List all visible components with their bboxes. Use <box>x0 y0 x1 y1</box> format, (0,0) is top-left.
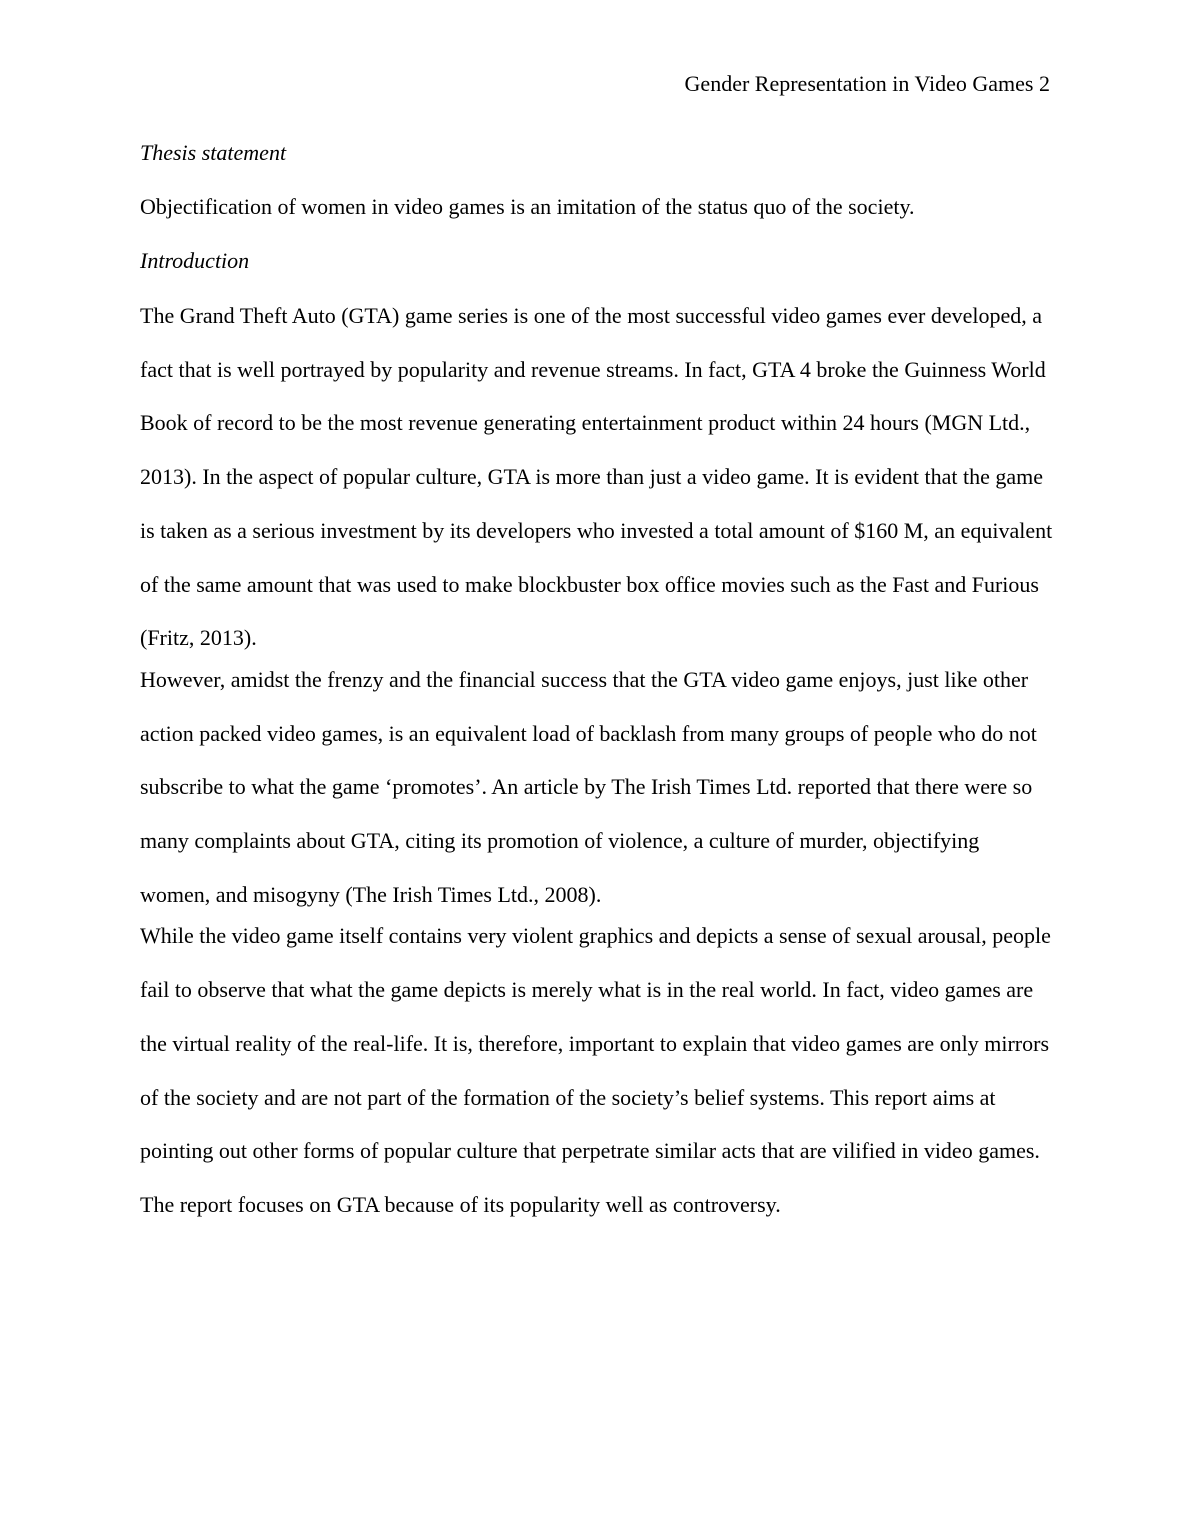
document-body <box>140 139 1055 1232</box>
intro-paragraph-3: While the video game itself contains very violent graphics and depicts a sense of sexual arousal, people fail to observe that what the game depicts is merely what is in the real world. In fact, video games are the virtual reality of the real-life. It is, therefore, important to explain that video games are only mirrors of the society and are not part of the formation of the society’s belief systems. This report aims at pointing out other forms of popular culture that perpetrate similar acts that are vilified in video games. The report focuses on GTA because of its popularity well as controversy. <box>140 923 1051 1217</box>
intro-paragraph-1: The Grand Theft Auto (GTA) game series is one of the most successful video games ever developed, a fact that is well portrayed by popularity and revenue streams. In fact, GTA 4 broke the Guinness World Book of record to be the most revenue generating entertainment product within 24 hours (MGN Ltd., 2013). In the aspect of popular culture, GTA is more than just a video game. It is evident that the game is taken as a serious investment by its developers who invested a total amount of $160 M, an equivalent of the same amount that was used to make blockbuster box office movies such as the Fast and Furious (Fritz, 2013). <box>140 303 1053 651</box>
intro-paragraph-2: However, amidst the frenzy and the financial success that the GTA video game enjoys, just like other action packed video games, is an equivalent load of backlash from many groups of people who do not subscribe to what the game ‘promotes’. An article by The Irish Times Ltd. reported that there were so many complaints about GTA, citing its promotion of violence, a culture of murder, objectifying women, and misogyny (The Irish Times Ltd., 2008). <box>140 666 1037 907</box>
introduction-heading: Introduction <box>140 248 250 273</box>
thesis-text: Objectification of women in video games is an imitation of the status quo of the society. <box>140 194 915 219</box>
running-head: Gender Representation in Video Games 2 <box>684 71 1050 96</box>
thesis-heading: Thesis statement <box>140 140 287 165</box>
